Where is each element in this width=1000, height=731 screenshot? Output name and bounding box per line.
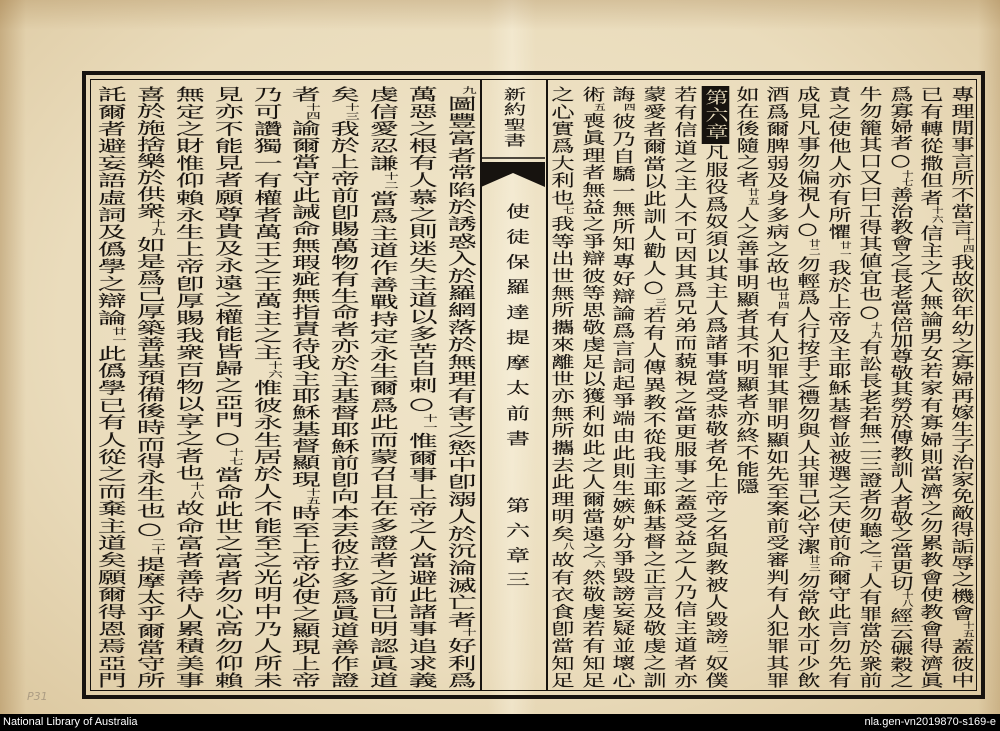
verse-number: 二十 [869,555,883,573]
pencil-note: P31 [27,690,48,703]
column-text: 如是爲己厚築善基預備後時而得永生也○ [132,236,167,539]
column-text: 時至上帝必使之顯現上帝 [287,504,323,689]
verse-number: 十一 [422,414,439,433]
verse-number: 十五 [305,487,323,505]
column-text: 諭爾當守此誡命無瑕疵無指責待我主耶穌基督顯現 [287,120,323,488]
fish-tail-ornament-icon [480,156,546,192]
verse-number: 十五 [962,621,976,639]
verse-number: 廿五 [746,188,760,206]
verse-number: 廿二 [808,238,822,256]
column-text: 若有人傳異教不從我主耶穌基督之正言及敬虔之訓 [639,306,668,689]
column-text: 我於上帝前卽賜萬物有生命者亦於主基督耶穌前卽向本丟彼拉多爲眞道善作證 [326,120,361,689]
book-title: 使徒保羅達提摩太前書 [502,203,531,446]
series-title: 新約聖書 [500,87,527,147]
verse-number: 十八 [900,590,914,608]
column-text: 見亦不能見者願尊貴及永遠之權能皆歸之亞門○ [210,86,245,449]
column-text: 惟彼永生居於人不能至之光明中乃人所未 [248,379,284,689]
verse-number: 十九 [869,321,883,339]
verse-number: 六 [592,559,606,569]
column-text: 爲寡婦者○ [886,86,914,170]
column-text: 彼乃自驕一無所知專好辯論爲言詞起爭端由此則生嫉妒分爭毀謗妄疑並壞心 [609,112,637,689]
verse-number: 廿四 [777,292,791,311]
column-text: 善治教會之長老當倍加尊敬其勞於傳教訓人者敬之當更切 [886,186,914,591]
verse-number: 廿三 [808,555,822,573]
column-text: 矣 [326,86,361,103]
column-text: 成見凡事勿偏視人○ [793,86,822,239]
column-text: 之心實爲大利也 [547,86,575,207]
column-text: 已有轉從撒但者 [917,86,945,207]
column-text: 奴僕 [701,654,729,689]
column-text: 故命富者善待人累積美事 [171,500,206,689]
column-text: 我等出世無所攜來離世亦無所攜去此理明矣 [547,215,575,543]
column-text: 惟爾事上帝之人當避此諸事追求義 [404,432,439,689]
chapter-label: 第六章 [502,497,531,563]
text-column [134,86,165,688]
text-column [326,86,361,689]
column-text: 喪眞理者無益之爭辯彼等思敬虔足以獲利如此之人爾當遠之 [578,112,606,560]
column-text: 我於上帝及主耶穌基督並被選之天使前命爾守此言勿先有 [824,259,853,689]
chapter-heading: 第六章 [701,86,729,144]
verse-number: 十六 [931,206,945,225]
column-text: 提摩太乎爾當守所 [132,555,167,689]
column-text: 勿常飲水可少飲 [793,572,822,689]
text-column [367,86,398,688]
column-text: 有訟長老若無二三證者勿聽之 [855,338,883,556]
verse-number: 二十 [150,538,167,556]
verse-number: 十 [461,628,478,638]
column-text: 凡服役爲奴須以其主人爲諸事當受恭敬者免上帝之名與教被人毀謗 [701,143,729,646]
column-text: 虔信愛忍謙 [365,86,400,172]
column-text: 蒙愛者爾當以此訓人勸人○ [639,86,668,298]
verse-number: 十四 [305,102,323,121]
column-text: 然敬虔若有知足 [578,568,606,689]
column-text: 此僞學已有人從之而棄主道矣願爾得恩焉亞門 [93,345,128,689]
footer-institution: National Library of Australia [3,716,138,728]
column-text: 有人犯罪其罪明顯如先至案前受審判有人犯罪其罪 [763,310,791,689]
text-column [212,86,243,688]
column-text: 牛勿籠其口又曰工得其値宜也○ [855,86,883,322]
text-column [287,86,323,689]
verse-number: 二 [715,645,729,655]
verse-number: 四 [623,103,637,113]
column-text: 乃可讚獨一有權者萬王之王萬主之主 [248,86,284,362]
text-column [173,86,204,688]
column-text: 誨 [609,86,637,104]
column-text: 人有罪當於衆前 [855,572,883,689]
column-text: 無定之財惟仰賴永生上帝卽厚賜我衆百物以享之者也 [171,86,206,482]
column-text: 人之善事明顯者其不明顯者亦終不能隱 [732,206,760,495]
text-column [406,86,437,688]
column-text: 酒爲爾脾弱及身多病之故也 [763,86,791,293]
column-text: 責之使他人亦有所懼 [824,86,853,241]
verse-number: 十三 [344,102,361,121]
verse-number: 十七 [900,169,914,187]
text-column [445,86,476,688]
column-text: 當爲主道作善戰持定永生爾爲此而蒙召且在多證者之前已明認眞道 [365,190,400,689]
column-text: 蓋彼中 [947,638,976,689]
column-text: 好利爲 [443,637,478,689]
column-text: 術 [578,86,606,104]
page-number: 三 [502,571,531,587]
column-text: 如在後隨之者 [732,86,760,188]
verse-number: 十九 [150,218,167,237]
verse-number: 十二 [383,172,400,191]
column-text: 信主之人無論男女若家有寡婦則當濟之勿累教會使教會得濟眞 [917,224,945,689]
verse-number: 十七 [228,448,245,467]
footer-identifier: nla.gen-vn2019870-s169-e [864,716,996,728]
verse-number: 廿一 [111,326,128,346]
verse-number: 三 [654,297,668,307]
column-text: 託爾者避妄語虛詞及僞學之辯論 [93,86,128,327]
verse-number: 十四 [962,236,976,254]
column-text: 萬惡之根有人慕之則迷失主道以多苦自刺○ [404,86,439,415]
column-text: 圖豐富者常陷於誘惑入於羅網落於無理有害之慾中卽溺人於沉淪滅亡者 [443,95,478,629]
column-text: 我故欲年幼之寡婦再嫁生子治家免敵得詬辱之機會 [947,253,976,622]
verse-number: 九 [461,86,478,96]
text-column [95,86,126,688]
verse-number: 七 [561,206,575,216]
verse-number: 廿一 [839,240,853,260]
verse-number: 五 [592,103,606,113]
column-text: 專理閒事言所不當言 [947,86,976,237]
column-text: 者 [287,86,323,103]
footer-bar [0,714,1000,731]
verse-number: 八 [561,542,575,552]
column-text: 若有信道之主人不可因其爲兄弟而藐視之當更服事之蓋受益之人乃信主道者亦 [670,86,699,688]
column-text: 故有衣食卽當知足 [547,551,575,689]
column-text: 喜於施捨樂於供衆 [132,86,167,219]
column-text: 勿輕爲人行按手之禮勿與人共罪己必守潔 [793,255,822,556]
column-text: 當命此世之富者勿心高勿仰賴 [210,466,245,689]
column-text: 經云碾穀之 [886,607,914,689]
verse-number: 十六 [266,361,284,380]
verse-number: 十八 [189,481,206,501]
text-column [248,86,284,689]
